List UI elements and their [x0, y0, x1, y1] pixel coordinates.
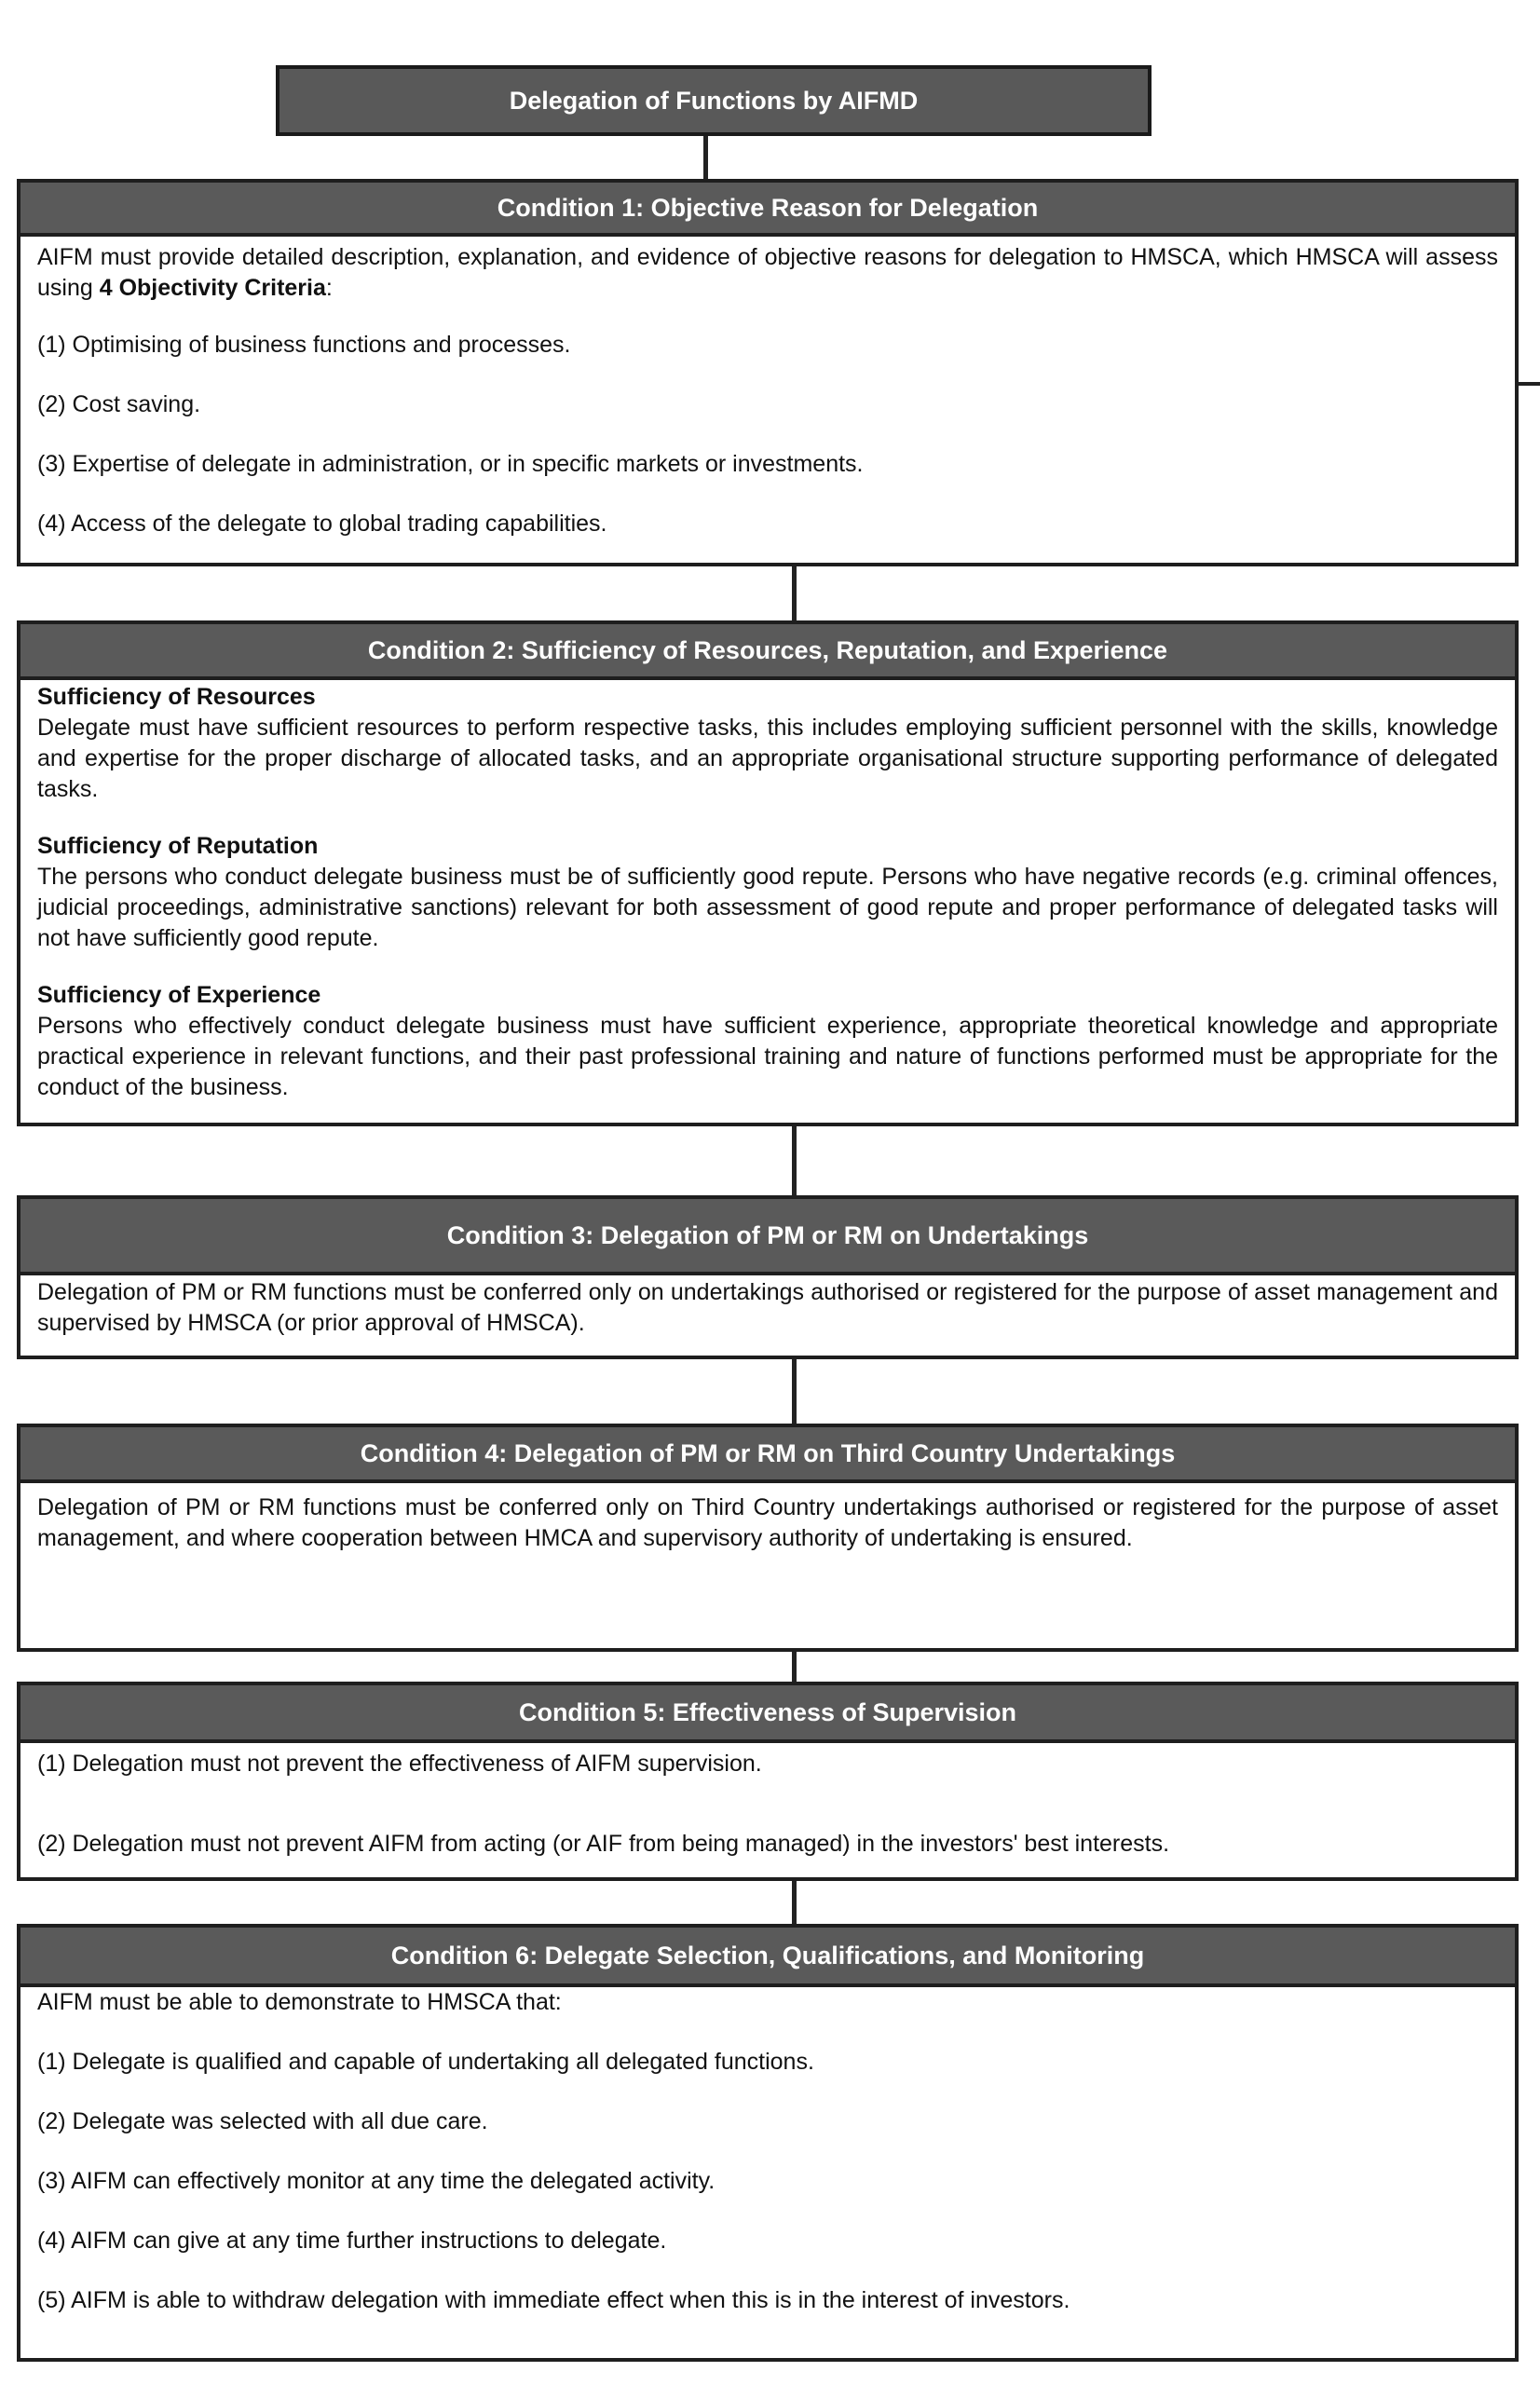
condition-6-item-2: (2) Delegate was selected with all due care. [37, 2108, 488, 2134]
condition-1-item-2: (2) Cost saving. [37, 391, 201, 417]
condition-6-item-5: (5) AIFM is able to withdraw delegation with immediate effect when this is in the interest of investors. [37, 2287, 1070, 2313]
connector-title-c1 [703, 136, 708, 181]
condition-2-experience-title: Sufficiency of Experience [37, 982, 321, 1008]
condition-6-item-1: (1) Delegate is qualified and capable of undertaking all delegated functions. [37, 2049, 814, 2075]
diagram-title: Delegation of Functions by AIFMD [276, 65, 1152, 136]
condition-2-box [17, 620, 1519, 1126]
condition-3-text: Delegation of PM or RM functions must be conferred only on undertakings authorised or registered for the purpose of asset management and supervised by HMSCA (or prior approval of HMSCA). [37, 1279, 1498, 1336]
connector-c4-c5 [792, 1650, 797, 1683]
condition-2-experience-text: Persons who effectively conduct delegate business must have sufficient experience, appropriate theoretical knowledge and appropriate practical experience in relevant functions, and their past professional training and nature of functions performed must be appropriate for the conduct of the business. [37, 1013, 1498, 1100]
condition-4-header: Condition 4: Delegation of PM or RM on Third Country Undertakings [20, 1427, 1515, 1483]
condition-6-item-3: (3) AIFM can effectively monitor at any time the delegated activity. [37, 2168, 715, 2194]
connector-c1-c2 [792, 565, 797, 622]
condition-6-item-4: (4) AIFM can give at any time further instructions to delegate. [37, 2228, 667, 2254]
condition-5-box [17, 1682, 1519, 1881]
condition-1-intro: AIFM must provide detailed description, explanation, and evidence of objective reasons for delegation to HMSCA, which HMSCA will assess using 4 Objectivity Criteria: [37, 244, 1498, 301]
connector-c2-c3 [792, 1124, 797, 1197]
condition-1-box [17, 179, 1519, 566]
connector-c5-c6 [792, 1879, 797, 1926]
condition-1-header: Condition 1: Objective Reason for Delegation [20, 183, 1515, 237]
condition-6-box [17, 1924, 1519, 2362]
condition-2-header: Condition 2: Sufficiency of Resources, Reputation, and Experience [20, 624, 1515, 680]
condition-1-item-3: (3) Expertise of delegate in administration, or in specific markets or investments. [37, 451, 864, 477]
condition-5-item-1: (1) Delegation must not prevent the effectiveness of AIFM supervision. [37, 1751, 762, 1777]
condition-2-reputation-title: Sufficiency of Reputation [37, 833, 319, 859]
condition-2-resources-text: Delegate must have sufficient resources to perform respective tasks, this includes employing sufficient personnel with the skills, knowledge and expertise for the proper discharge of allocated tasks, and an appropriate organisational structure supporting performance of delegated tasks. [37, 715, 1498, 802]
condition-1-item-4: (4) Access of the delegate to global trading capabilities. [37, 511, 607, 537]
connector-side-stub [1519, 382, 1540, 386]
connector-c3-c4 [792, 1357, 797, 1425]
condition-1-item-1: (1) Optimising of business functions and processes. [37, 332, 571, 358]
condition-6-intro: AIFM must be able to demonstrate to HMSCA that: [37, 1989, 562, 2015]
condition-3-box [17, 1195, 1519, 1359]
condition-5-header: Condition 5: Effectiveness of Supervision [20, 1685, 1515, 1743]
condition-2-resources-title: Sufficiency of Resources [37, 684, 316, 710]
condition-4-box [17, 1424, 1519, 1652]
condition-4-text: Delegation of PM or RM functions must be conferred only on Third Country undertakings authorised or registered for the purpose of asset management, and where cooperation between HMCA and supervisory authority of undertaking is ensured. [37, 1494, 1498, 1551]
condition-6-header: Condition 6: Delegate Selection, Qualifications, and Monitoring [20, 1928, 1515, 1987]
condition-2-reputation-text: The persons who conduct delegate business must be of sufficiently good repute. Persons who have negative records (e.g. criminal offences, judicial proceedings, administrative sanctions) relevant for both assessment of good repute and proper performance of delegated tasks will not have sufficiently good repute. [37, 864, 1498, 951]
condition-5-item-2: (2) Delegation must not prevent AIFM from acting (or AIF from being managed) in the investors' best interests. [37, 1831, 1170, 1857]
condition-3-header: Condition 3: Delegation of PM or RM on Undertakings [20, 1199, 1515, 1275]
